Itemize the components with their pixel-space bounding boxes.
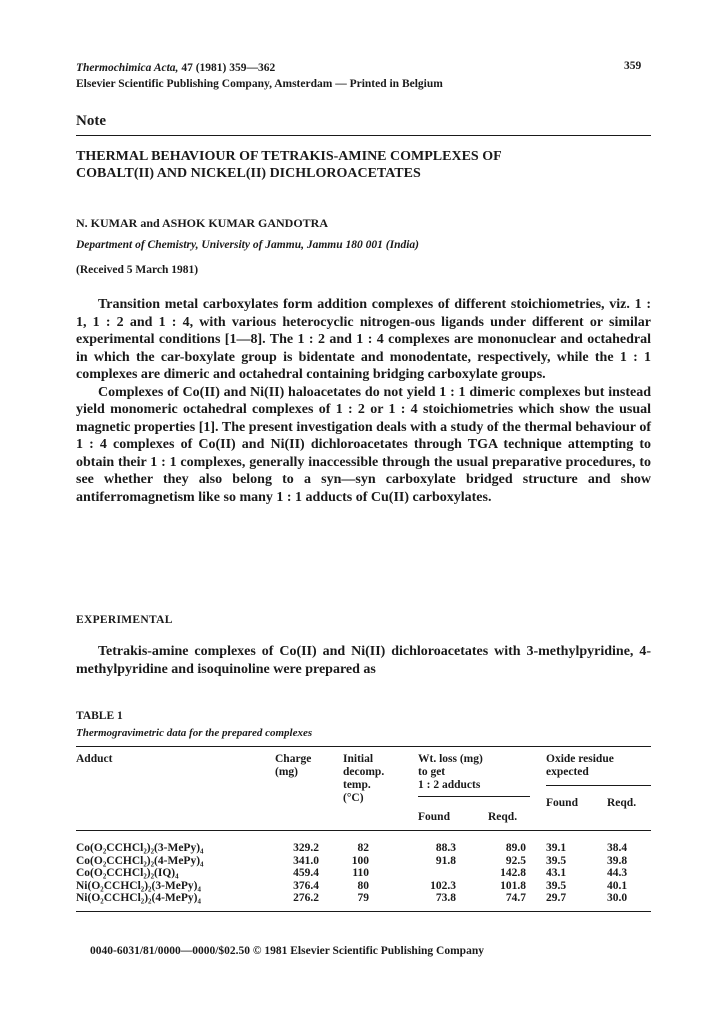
cell-ox-reqd: 30.0	[607, 892, 628, 904]
header-text: decomp.	[343, 766, 385, 778]
oxide-subrule	[546, 785, 651, 786]
journal-name: Thermochimica Acta,	[76, 62, 179, 74]
article-title	[76, 148, 656, 182]
cell-adduct: Ni(O₂CCHCl₂)₂(3-MePy)₄	[76, 879, 201, 892]
received-date: (Received 5 March 1981)	[76, 264, 199, 276]
col-header-oxide	[546, 753, 614, 779]
paragraph: Complexes of Co(II) and Ni(II) haloacetates do not yield 1 : 1 dimeric complexes but instead yield monomeric octahedral complexes of 1 : 2 or 1 : 4 stoichiometries which show the usual magnetic properties [1]. The present investigation deals with a study of the thermal behaviour of 1 : 4 complexes of Co(II) and Ni(II) dichloroacetates through TGA technique attempting to obtain their 1 : 1 complexes, generally inaccessible through the usual preparative procedures, to see whether they also belong to a syn—syn carboxylate bridged structure and show antiferromagnetism like so many 1 : 1 adducts of Cu(II) carboxylates.	[76, 384, 651, 505]
journal-citation: 47 (1981) 359—362	[178, 62, 276, 74]
affiliation: Department of Chemistry, University of Jammu, Jammu 180 001 (India)	[76, 239, 419, 251]
cell-adduct: Co(O₂CCHCl₂)₂(4-MePy)₄	[76, 854, 204, 867]
header-text: (mg)	[275, 766, 298, 778]
paragraph: Tetrakis-amine complexes of Co(II) and Ni(II) dichloroacetates with 3-methylpyridine, 4-methylpyridine and isoquinoline were prepared as	[76, 644, 651, 677]
col-header-wt-reqd: Reqd.	[488, 811, 518, 823]
cell-ox-found: 39.5	[546, 879, 567, 892]
paragraph: Transition metal carboxylates form addition complexes of different stoichiometries, viz. 1 : 1, 1 : 2 and 1 : 4, with various heterocyclic nitrogen-ous ligands under different or similar experimental conditions [1—8]. The 1 : 2 and 1 : 4 complexes are mononuclear and octahedral in which the car-boxylate group is bidentate and monodentate, respectively, while the 1 : 1 complexes are dimeric and octahedral containing bridging carboxylate groups.	[76, 297, 651, 382]
table-row	[76, 855, 651, 868]
publisher-line: Elsevier Scientific Publishing Company, Amsterdam — Printed in Belgium	[76, 78, 443, 90]
cell-charge: 341.0	[293, 854, 319, 867]
cell-ox-found: 39.1	[546, 842, 567, 854]
table-row	[76, 880, 651, 893]
cell-temp: 82	[357, 842, 369, 854]
table-header-rule	[76, 830, 651, 831]
cell-adduct: Co(O₂CCHCl₂)₂(IQ)₄	[76, 867, 179, 879]
title-line: THERMAL BEHAVIOUR OF TETRAKIS-AMINE COMPLEXES OF	[76, 149, 502, 164]
table-bottom-rule	[76, 911, 651, 912]
cell-wt-reqd: 142.8	[500, 867, 526, 879]
table-label: TABLE 1	[76, 710, 123, 722]
cell-wt-found: 88.3	[435, 842, 456, 854]
col-header-ox-reqd: Reqd.	[607, 797, 637, 809]
col-header-charge	[275, 753, 311, 779]
journal-header	[76, 60, 443, 92]
cell-wt-found: 73.8	[435, 892, 456, 904]
cell-charge: 459.4	[293, 867, 319, 879]
cell-wt-reqd: 74.7	[505, 892, 526, 904]
header-text: (°C)	[343, 792, 364, 804]
header-text: 1 : 2 adducts	[418, 779, 481, 791]
cell-wt-reqd: 89.0	[505, 842, 526, 854]
header-text: temp.	[343, 779, 371, 791]
cell-ox-reqd: 39.8	[607, 854, 628, 867]
header-text: to get	[418, 766, 446, 778]
cell-ox-found: 39.5	[546, 854, 567, 867]
experimental-heading: EXPERIMENTAL	[76, 614, 173, 626]
cell-wt-reqd: 92.5	[505, 854, 526, 867]
section-label: Note	[76, 113, 106, 129]
table-body	[76, 842, 651, 905]
cell-wt-found: 102.3	[430, 879, 456, 892]
header-text: Wt. loss (mg)	[418, 753, 483, 765]
cell-temp: 110	[352, 867, 369, 879]
title-line: COBALT(II) AND NICKEL(II) DICHLOROACETATES	[76, 166, 421, 181]
cell-charge: 276.2	[293, 892, 319, 904]
cell-charge: 329.2	[293, 842, 319, 854]
header-text: Initial	[343, 753, 374, 765]
header-rule	[76, 135, 651, 136]
col-header-wt-loss	[418, 753, 483, 792]
cell-ox-found: 29.7	[546, 892, 567, 904]
cell-wt-found: 91.8	[435, 854, 456, 867]
table-caption: Thermogravimetric data for the prepared complexes	[76, 727, 313, 739]
table-row	[76, 892, 651, 905]
cell-charge: 376.4	[293, 879, 319, 892]
table-row	[76, 867, 651, 880]
cell-temp: 80	[357, 879, 369, 892]
header-text: Oxide residue	[546, 753, 614, 765]
authors: N. KUMAR and ASHOK KUMAR GANDOTRA	[76, 216, 329, 230]
cell-ox-found: 43.1	[546, 867, 567, 879]
table-top-rule	[76, 746, 651, 747]
cell-wt-reqd: 101.8	[500, 879, 526, 892]
cell-temp: 79	[357, 892, 369, 904]
table-row	[76, 842, 651, 855]
cell-ox-reqd: 40.1	[607, 879, 628, 892]
header-text: expected	[546, 766, 589, 778]
experimental-section	[76, 643, 651, 678]
col-header-ox-found: Found	[546, 797, 578, 809]
cell-ox-reqd: 38.4	[607, 842, 628, 854]
col-header-adduct: Adduct	[76, 753, 113, 765]
page-number: 359	[624, 60, 642, 72]
col-header-initial-temp	[343, 753, 384, 805]
introduction	[76, 296, 651, 506]
cell-ox-reqd: 44.3	[607, 867, 628, 879]
cell-temp: 100	[351, 854, 369, 867]
col-header-wt-found: Found	[418, 811, 450, 823]
header-text: Charge	[275, 753, 312, 765]
wt-loss-subrule	[418, 796, 530, 797]
copyright-footer: 0040-6031/81/0000—0000/$02.50 © 1981 Elsevier Scientific Publishing Company	[90, 945, 484, 957]
cell-adduct: Co(O₂CCHCl₂)₂(3-MePy)₄	[76, 842, 204, 854]
cell-adduct: Ni(O₂CCHCl₂)₂(4-MePy)₄	[76, 892, 201, 904]
